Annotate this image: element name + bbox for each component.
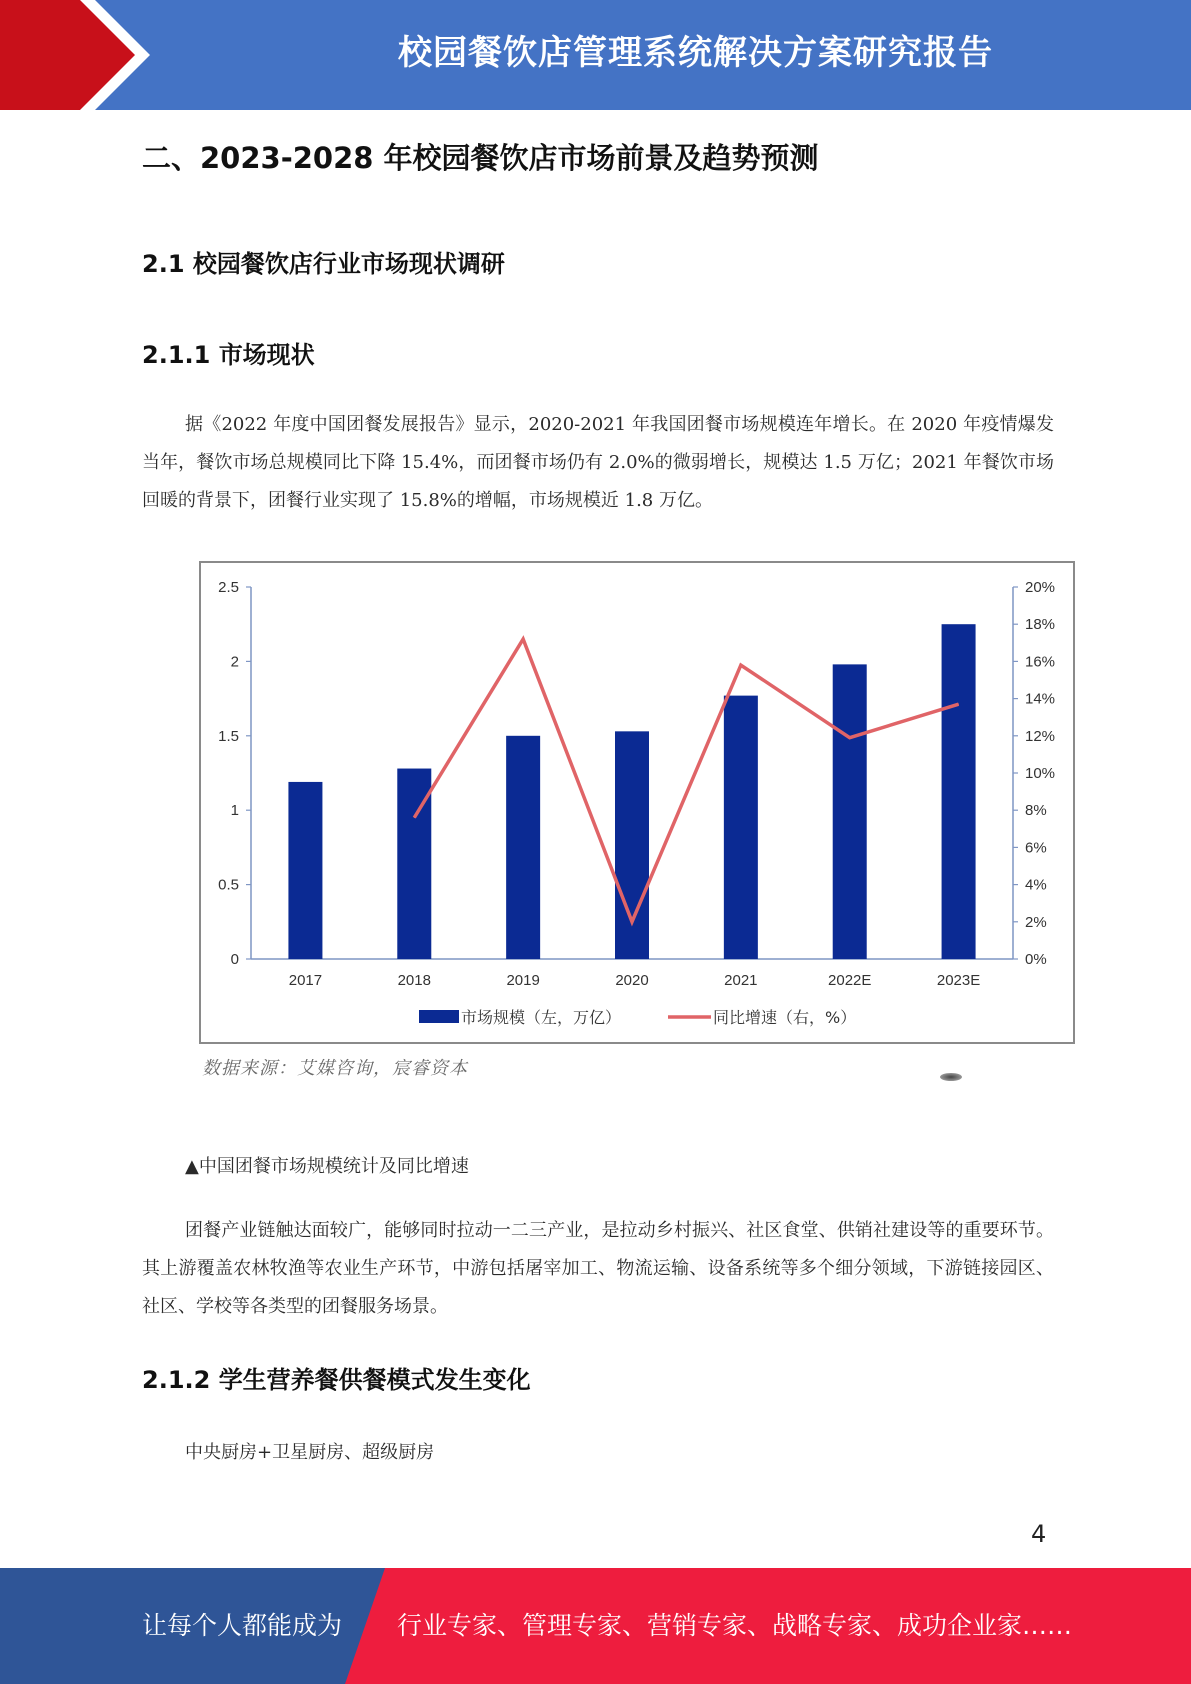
x-tick-label: 2020 (615, 972, 649, 989)
bar-2019 (506, 736, 540, 959)
y-right-tick-label: 16% (1025, 653, 1056, 671)
header-arrow-decoration (0, 0, 160, 110)
y-right-tick-label: 12% (1025, 727, 1056, 745)
y-right-tick-label: 8% (1025, 802, 1047, 820)
growth-point-2020 (632, 921, 633, 922)
y-right-tick-label: 4% (1025, 876, 1047, 894)
y-left-tick-label: 2.5 (218, 579, 239, 596)
figure-caption: ▲中国团餐市场规模统计及同比增速 (185, 1156, 469, 1177)
y-left-tick-label: 0.5 (218, 876, 239, 894)
y-right-tick-label: 18% (1025, 616, 1056, 634)
y-left-tick-label: 1.5 (218, 727, 239, 745)
legend-line-label: 同比增速（右，%） (713, 1008, 857, 1027)
legend-bar-label: 市场规模（左，万亿） (461, 1008, 622, 1027)
chart-source: 数据来源：艾媒咨询，宸睿资本 (202, 1058, 468, 1079)
header-title: 校园餐饮店管理系统解决方案研究报告 (398, 33, 993, 73)
x-tick-label: 2022E (828, 972, 872, 989)
paragraph-market-status: 据《2022 年度中国团餐发展报告》显示，2020-2021 年我国团餐市场规模连年增长。在 2020 年疫情爆发当年，餐饮市场总规模同比下降 15.4%，而团餐市场仍有 2.0%的微弱增长，规模达 1.5 万亿；2021 年餐饮市场回暖的背景下，团餐行业实现了 15.8%的增幅，市场规模近 1.8 万亿。 (142, 414, 1054, 511)
market-size-chart (199, 561, 1075, 1044)
y-right-tick-label: 6% (1025, 839, 1047, 857)
x-tick-label: 2021 (724, 972, 758, 989)
legend-bar-swatch (419, 1010, 459, 1023)
bar-2021 (724, 696, 758, 959)
x-tick-label: 2023E (936, 972, 981, 989)
y-right-tick-label: 0% (1025, 951, 1047, 968)
growth-rate-line (414, 639, 958, 922)
growth-point-2019 (523, 639, 524, 640)
page-footer (0, 1568, 1191, 1684)
paragraph-industry-chain: 团餐产业链触达面较广，能够同时拉动一二三产业，是拉动乡村振兴、社区食堂、供销社建设等的重要环节。其上游覆盖农林牧渔等农业生产环节，中游包括屠宰加工、物流运输、设备系统等多个细分领域，下游链接园区、社区、学校等各类型的团餐服务场景。 (142, 1220, 1054, 1317)
y-left-tick-label: 0 (230, 951, 239, 968)
paragraph-kitchen-model: 中央厨房+卫星厨房、超级厨房 (185, 1442, 435, 1463)
section-heading: 二、2023-2028 年校园餐饮店市场前景及趋势预测 (142, 141, 819, 175)
y-right-tick-label: 2% (1025, 913, 1047, 931)
sub-sub-heading-market-status: 2.1.1 市场现状 (142, 341, 315, 369)
y-right-tick-label: 10% (1025, 765, 1056, 782)
sub-sub-heading-meal-model: 2.1.2 学生营养餐供餐模式发生变化 (142, 1366, 531, 1394)
sub-heading: 2.1 校园餐饮店行业市场现状调研 (142, 250, 505, 278)
scan-smudge (940, 1073, 962, 1081)
y-right-tick-label: 20% (1025, 579, 1056, 596)
growth-point-2023E (958, 704, 959, 705)
page-header (0, 0, 1191, 110)
x-tick-label: 2017 (288, 972, 323, 989)
x-tick-label: 2018 (397, 972, 431, 989)
bar-2022E (833, 664, 867, 959)
growth-point-2022E (849, 737, 850, 738)
footer-slogan-right: 行业专家、管理专家、营销专家、战略专家、成功企业家…… (397, 1611, 1073, 1640)
y-left-tick-label: 1 (230, 802, 239, 820)
growth-point-2021 (740, 665, 741, 666)
y-left-tick-label: 2 (230, 653, 239, 671)
chart-svg (201, 563, 1073, 1042)
bar-2017 (288, 782, 322, 959)
growth-point-2018 (414, 817, 415, 818)
x-tick-label: 2019 (506, 972, 540, 989)
y-right-tick-label: 14% (1025, 690, 1056, 708)
page-number: 4 (1031, 1520, 1047, 1548)
bar-2023E (942, 624, 976, 959)
footer-slogan-left: 让每个人都能成为 (142, 1611, 343, 1640)
